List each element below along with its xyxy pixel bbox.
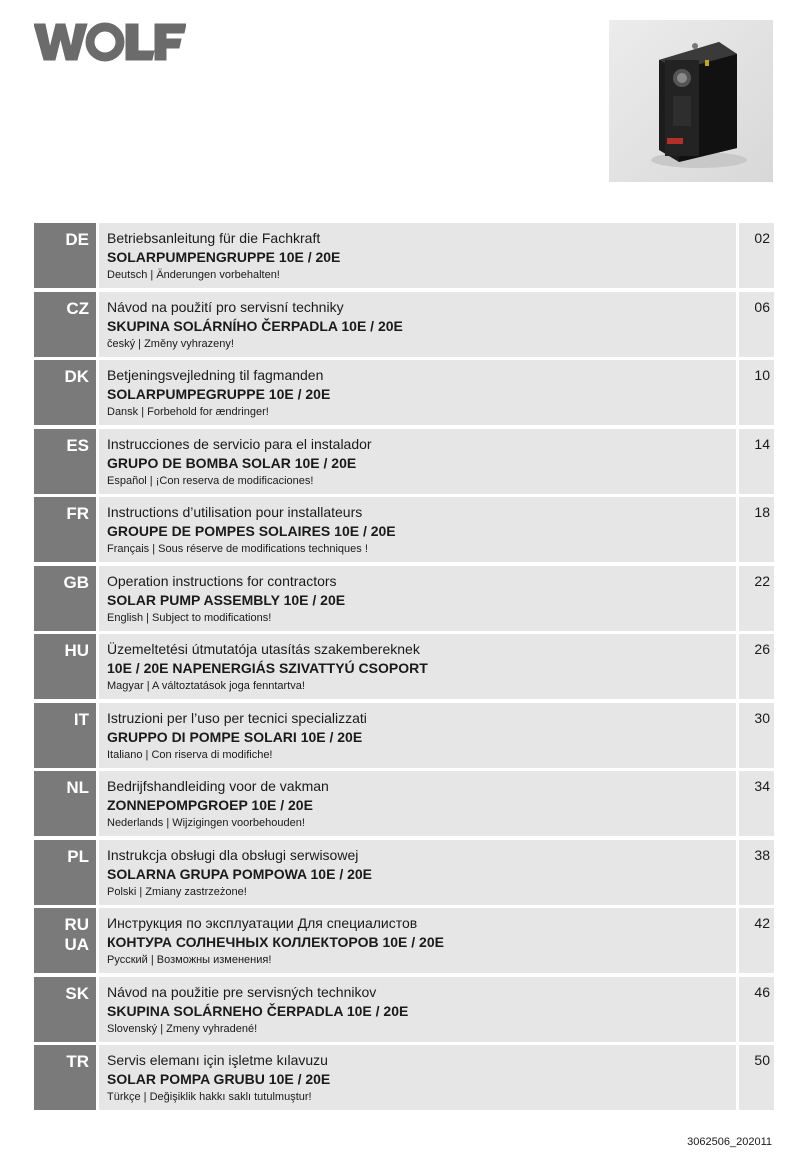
toc-entry xyxy=(99,977,736,1042)
product-name: SOLARPUMPENGRUPPE 10E / 20E xyxy=(107,249,341,265)
manual-title: Инструкция по эксплуатации Для специалистов xyxy=(107,915,418,931)
manual-title: Bedrijfshandleiding voor de vakman xyxy=(107,778,329,794)
toc-entry xyxy=(99,429,736,494)
toc-row[interactable] xyxy=(34,840,774,905)
language-code: RU UA xyxy=(34,908,96,973)
language-code: PL xyxy=(34,840,96,905)
language-note: Polski | Zmiany zastrzeżone! xyxy=(107,885,247,898)
language-note: Türkçe | Değişiklik hakkı saklı tutulmuştur! xyxy=(107,1091,312,1103)
toc-row[interactable] xyxy=(34,1045,774,1110)
toc-row[interactable] xyxy=(34,429,774,494)
product-name: SOLARPUMPEGRUPPE 10E / 20E xyxy=(107,386,331,402)
page-number: 26 xyxy=(739,634,774,699)
toc-row[interactable] xyxy=(34,908,774,973)
toc-row[interactable] xyxy=(34,771,774,836)
language-note: Español | ¡Con reserva de modificaciones! xyxy=(107,474,314,487)
language-code: CZ xyxy=(34,292,96,357)
toc-entry xyxy=(99,634,736,699)
language-code: GB xyxy=(34,566,96,631)
toc-entry xyxy=(99,840,736,905)
document-number: 3062506_202011 xyxy=(687,1136,772,1148)
toc-row[interactable] xyxy=(34,223,774,288)
product-name: GRUPO DE BOMBA SOLAR 10E / 20E xyxy=(107,454,357,471)
manual-title: Betjeningsvejledning til fagmanden xyxy=(107,367,324,383)
language-note: Italiano | Con riserva di modifiche! xyxy=(107,748,273,761)
wolf-logo xyxy=(34,20,186,64)
language-note: Nederlands | Wijzigingen voorbehouden! xyxy=(107,817,305,829)
page-number: 34 xyxy=(739,771,774,836)
manual-title: Servis elemanı için işletme kılavuzu xyxy=(107,1052,328,1068)
manual-title: Instrukcja obsługi dla obsługi serwisowej xyxy=(107,846,359,863)
toc-entry xyxy=(99,360,736,425)
product-name: SOLAR PUMP ASSEMBLY 10E / 20E xyxy=(107,591,346,608)
toc-entry xyxy=(99,908,736,973)
product-name: 10E / 20E NAPENERGIÁS SZIVATTYÚ CSOPORT xyxy=(107,660,428,676)
language-code: DK xyxy=(34,360,96,425)
toc-entry xyxy=(99,292,736,357)
language-code: ES xyxy=(34,429,96,494)
toc-entry xyxy=(99,497,736,562)
page-number: 46 xyxy=(739,977,774,1042)
toc-entry xyxy=(99,566,736,631)
page-number: 10 xyxy=(739,360,774,425)
manual-title: Üzemeltetési útmutatója utasítás szakembereknek xyxy=(107,641,420,657)
toc-entry xyxy=(99,703,736,768)
product-name: SKUPINA SOLÁRNÍHO ČERPADLA 10E / 20E xyxy=(107,317,403,334)
language-code: TR xyxy=(34,1045,96,1110)
manual-title: Operation instructions for contractors xyxy=(107,572,337,589)
language-note: Français | Sous réserve de modifications techniques ! xyxy=(107,543,368,555)
language-note: Deutsch | Änderungen vorbehalten! xyxy=(107,269,280,281)
language-code: HU xyxy=(34,634,96,699)
toc-row[interactable] xyxy=(34,360,774,425)
toc-entry xyxy=(99,1045,736,1110)
language-code: FR xyxy=(34,497,96,562)
toc-row[interactable] xyxy=(34,566,774,631)
toc-list xyxy=(34,223,774,1114)
page-number: 38 xyxy=(739,840,774,905)
page-number: 30 xyxy=(739,703,774,768)
language-note: Русский | Возможны изменения! xyxy=(107,954,272,966)
page-number: 06 xyxy=(739,292,774,357)
manual-title: Instructions d’utilisation pour installateurs xyxy=(107,504,363,520)
product-name: КОНТУРА СОЛНЕЧНЫХ КОЛЛЕКТОРОВ 10E / 20E xyxy=(107,934,444,950)
toc-row[interactable] xyxy=(34,497,774,562)
page-number: 22 xyxy=(739,566,774,631)
product-name: ZONNEPOMPGROEP 10E / 20E xyxy=(107,797,313,813)
language-code: IT xyxy=(34,703,96,768)
toc-row[interactable] xyxy=(34,292,774,357)
product-name: SOLAR POMPA GRUBU 10E / 20E xyxy=(107,1071,331,1087)
language-note: Slovenský | Zmeny vyhradené! xyxy=(107,1022,258,1035)
language-code: SK xyxy=(34,977,96,1042)
manual-title: Instrucciones de servicio para el instalador xyxy=(107,435,372,452)
page-number: 18 xyxy=(739,497,774,562)
language-note: English | Subject to modifications! xyxy=(107,611,272,624)
page-number: 02 xyxy=(739,223,774,288)
toc-row[interactable] xyxy=(34,703,774,768)
language-code: DE xyxy=(34,223,96,288)
product-name: SKUPINA SOLÁRNEHO ČERPADLA 10E / 20E xyxy=(107,1002,409,1019)
page-number: 50 xyxy=(739,1045,774,1110)
toc-row[interactable] xyxy=(34,634,774,699)
language-code: NL xyxy=(34,771,96,836)
page-number: 42 xyxy=(739,908,774,973)
toc-entry xyxy=(99,771,736,836)
manual-title: Betriebsanleitung für die Fachkraft xyxy=(107,230,321,246)
toc-entry xyxy=(99,223,736,288)
product-name: SOLARNA GRUPA POMPOWA 10E / 20E xyxy=(107,865,373,882)
toc-row[interactable] xyxy=(34,977,774,1042)
manual-title: Návod na použitie pre servisných technikov xyxy=(107,983,377,1000)
language-note: český | Změny vyhrazeny! xyxy=(107,337,234,350)
language-note: Dansk | Forbehold for ændringer! xyxy=(107,406,269,418)
language-note: Magyar | A változtatások joga fenntartva! xyxy=(107,680,305,692)
manual-title: Návod na použití pro servisní techniky xyxy=(107,298,344,315)
product-name: GROUPE DE POMPES SOLAIRES 10E / 20E xyxy=(107,523,396,539)
page-number: 14 xyxy=(739,429,774,494)
product-image xyxy=(609,20,773,182)
product-name: GRUPPO DI POMPE SOLARI 10E / 20E xyxy=(107,728,363,745)
manual-title: Istruzioni per l’uso per tecnici specializzati xyxy=(107,709,367,726)
